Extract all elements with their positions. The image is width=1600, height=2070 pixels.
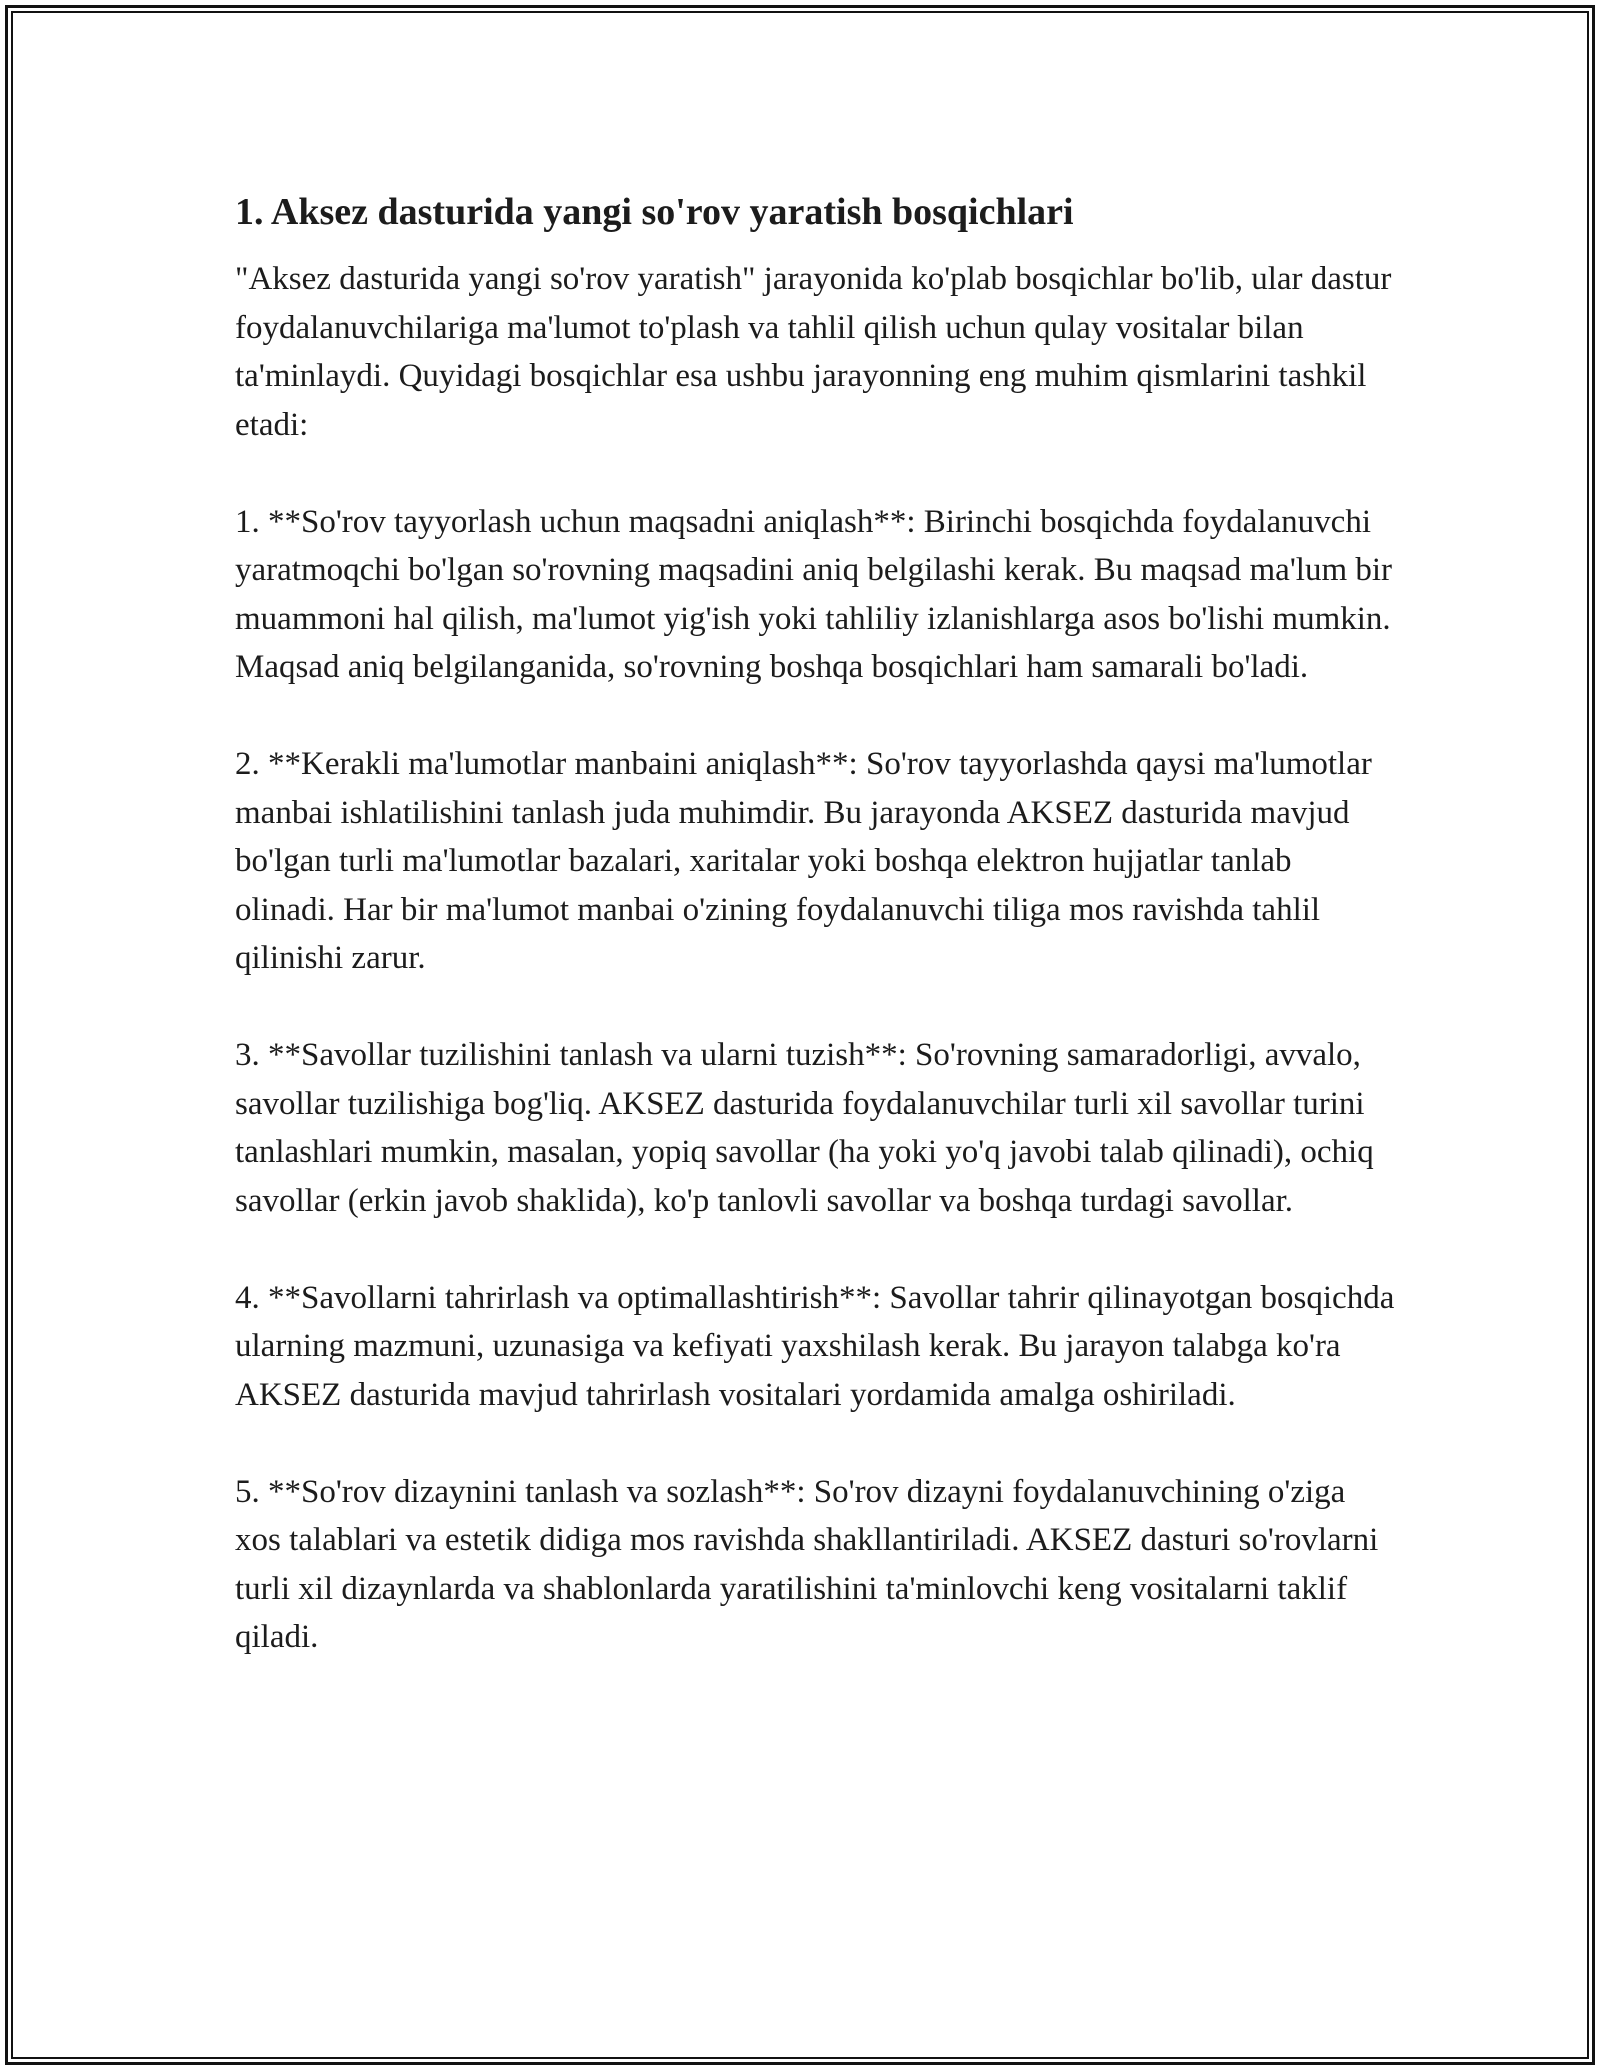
step-paragraph-3: 3. **Savollar tuzilishini tanlash va ularni tuzish**: So'rovning samaradorligi, avvalo, savollar tuzilishiga bog'liq. AKSEZ dasturida foydalanuvchilar turli xil savollar turini tanlashlari mumkin, masalan, yopiq savollar (ha yoki yo'q javobi talab qilinadi), ochiq savollar (erkin javob shaklida), ko'p tanlovli savollar va boshqa turdagi savollar.: [235, 1037, 1374, 1219]
step-paragraph-1: 1. **So'rov tayyorlash uchun maqsadni aniqlash**: Birinchi bosqichda foydalanuvchi yaratmoqchi bo'lgan so'rovning maqsadini aniq belgilashi kerak. Bu maqsad ma'lum bir muammoni hal qilish, ma'lumot yig'ish yoki tahliliy izlanishlarga asos bo'lishi mumkin. Maqsad aniq belgilanganida, so'rovning boshqa bosqichlari ham samarali bo'ladi.: [235, 503, 1393, 685]
document-title: 1. Aksez dasturida yangi so'rov yaratish bosqichlari: [235, 191, 1074, 233]
step-paragraph-5: 5. **So'rov dizaynini tanlash va sozlash**: So'rov dizayni foydalanuvchining o'ziga xos talablari va estetik didiga mos ravishda shakllantiriladi. AKSEZ dasturi so'rovlarni turli xil dizaynlarda va shablonlarda yaratilishini ta'minlovchi keng vositalarni taklif qiladi.: [235, 1473, 1379, 1655]
document-body: [235, 185, 1395, 1710]
intro-paragraph: "Aksez dasturida yangi so'rov yaratish" jarayonida ko'plab bosqichlar bo'lib, ular dastur foydalanuvchilariga ma'lumot to'plash va tahlil qilish uchun qulay vositalar bilan ta'minlaydi. Quyidagi bosqichlar esa ushbu jarayonning eng muhim qismlarini tashkil etadi:: [235, 261, 1392, 443]
step-paragraph-2: 2. **Kerakli ma'lumotlar manbaini aniqlash**: So'rov tayyorlashda qaysi ma'lumotlar manbai ishlatilishini tanlash juda muhimdir. Bu jarayonda AKSEZ dasturida mavjud bo'lgan turli ma'lumotlar bazalari, xaritalar yoki boshqa elektron hujjatlar tanlab olinadi. Har bir ma'lumot manbai o'zining foydalanuvchi tiliga mos ravishda tahlil qilinishi zarur.: [235, 746, 1372, 976]
step-paragraph-4: 4. **Savollarni tahrirlash va optimallashtirish**: Savollar tahrir qilinayotgan bosqichda ularning mazmuni, uzunasiga va kefiyati yaxshilash kerak. Bu jarayon talabga ko'ra AKSEZ dasturida mavjud tahrirlash vositalari yordamida amalga oshiriladi.: [235, 1279, 1395, 1413]
